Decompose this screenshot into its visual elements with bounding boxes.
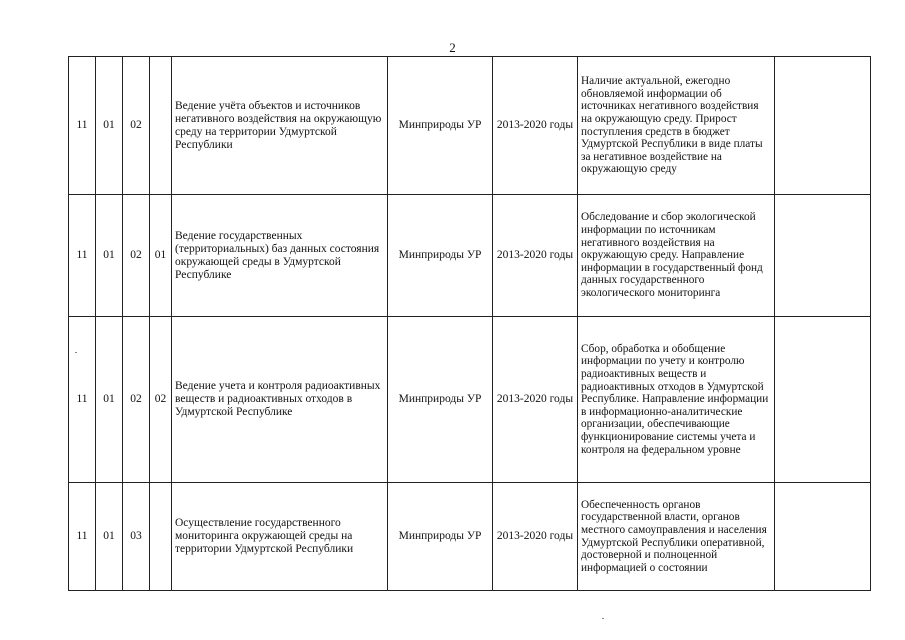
executor: Минприроды УР — [388, 195, 493, 317]
code-pp: 01 — [96, 195, 123, 317]
code-gp: 11 — [69, 195, 96, 317]
code-pp: 01 — [96, 483, 123, 591]
activity-name: Ведение государственных (территориальных) баз данных состояния окружающей среды в Удмуртской Республике — [172, 195, 388, 317]
notes-cell — [775, 195, 871, 317]
notes-cell — [775, 483, 871, 591]
scan-speck — [602, 618, 604, 619]
period: 2013-2020 годы — [493, 195, 578, 317]
executor: Минприроды УР — [388, 483, 493, 591]
expected-result: Сбор, обработка и обобщение информации по учету и контролю радиоактивных веществ и радиоактивных отходов в Удмуртской Республике. Направление информации в информационно-аналитические организации, обеспечивающие функционирование системы учета и контроля на федеральном уровне — [578, 317, 775, 483]
code-m — [150, 483, 172, 591]
activity-name: Ведение учета и контроля радиоактивных веществ и радиоактивных отходов в Удмуртской Республике — [172, 317, 388, 483]
code-gp: 11 — [69, 317, 96, 483]
code-gp: 11 — [69, 57, 96, 195]
expected-result: Наличие актуальной, ежегодно обновляемой информации об источниках негативного воздействия на окружающую среду. Прирост поступления средств в бюджет Удмуртской Республики в виде платы за негативное воздействие на окружающую среду — [578, 57, 775, 195]
code-om: 03 — [123, 483, 150, 591]
notes-cell — [775, 57, 871, 195]
table-row — [69, 317, 871, 483]
activity-name: Осуществление государственного мониторинга окружающей среды на территории Удмуртской Республики — [172, 483, 388, 591]
page-number: 2 — [449, 40, 456, 55]
code-pp: 01 — [96, 57, 123, 195]
table-row — [69, 57, 871, 195]
code-om: 02 — [123, 317, 150, 483]
code-m: 02 — [150, 317, 172, 483]
scan-speck — [75, 352, 77, 353]
activity-name: Ведение учёта объектов и источников негативного воздействия на окружающую среду на территории Удмуртской Республики — [172, 57, 388, 195]
executor: Минприроды УР — [388, 317, 493, 483]
period: 2013-2020 годы — [493, 57, 578, 195]
table-row — [69, 195, 871, 317]
period: 2013-2020 годы — [493, 317, 578, 483]
code-pp: 01 — [96, 317, 123, 483]
code-m: 01 — [150, 195, 172, 317]
executor: Минприроды УР — [388, 57, 493, 195]
code-om: 02 — [123, 195, 150, 317]
code-m — [150, 57, 172, 195]
period: 2013-2020 годы — [493, 483, 578, 591]
notes-cell — [775, 317, 871, 483]
table-row — [69, 483, 871, 591]
expected-result: Обеспеченность органов государственной власти, органов местного самоуправления и населения Удмуртской Республики оперативной, достоверной и полноценной информацией о состоянии — [578, 483, 775, 591]
code-om: 02 — [123, 57, 150, 195]
program-activities-table — [68, 56, 871, 591]
code-gp: 11 — [69, 483, 96, 591]
expected-result: Обследование и сбор экологической информации по источникам негативного воздействия на окружающую среду. Направление информации в государственный фонд данных государственного экологического мониторинга — [578, 195, 775, 317]
